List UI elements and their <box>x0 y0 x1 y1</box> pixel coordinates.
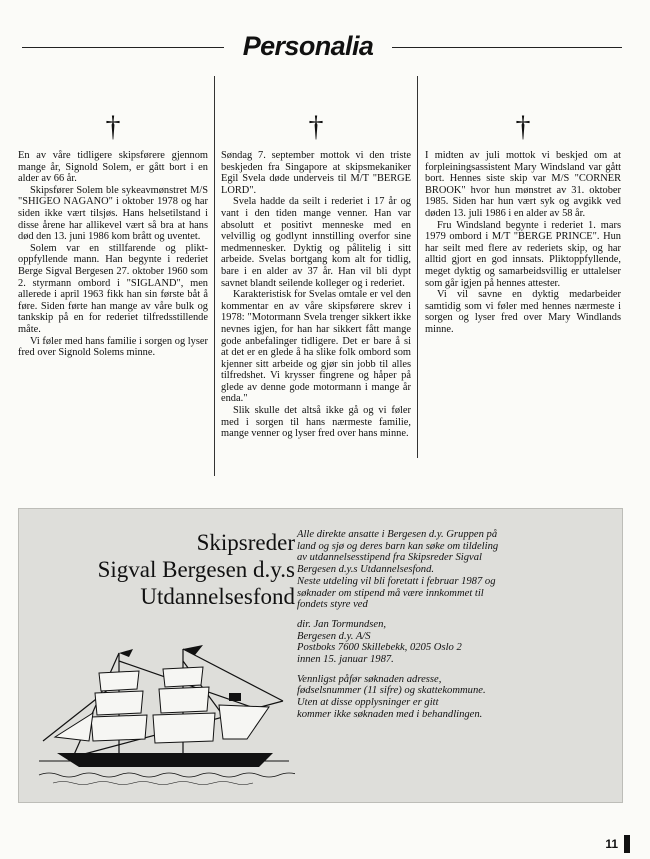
page-number: 11 <box>605 837 618 851</box>
ad-line: Postboks 7600 Skillebekk, 0205 Oslo 2 <box>297 642 462 654</box>
obituary-column-svela <box>221 110 411 440</box>
ad-line: land og sjø og deres barn kan søke om tildeling <box>297 540 499 552</box>
obituary-paragraph: Solem var en stillfarende og plikt-oppfyllende mann. Han begynte i rederiet Berge Sigval Bergesen 27. oktober 1960 som 2. styrmann ombord i "SIGLAND", men allerede i april 1963 fikk han sin første båt å føre. Siden førte han mange av våre bulk og tankskip på en for rederiet tilfredsstillende måte. <box>18 242 208 335</box>
scholarship-fund-ad <box>18 508 623 803</box>
ad-line: Bergesen d.y. A/S <box>297 630 371 642</box>
heading-rule-left <box>22 47 224 48</box>
ad-line: dir. Jan Tormundsen, <box>297 618 387 630</box>
ad-line: Bergesen d.y.s Utdannelsesfond. <box>297 564 435 576</box>
ad-line: av utdannelsesstipend fra Skipsreder Sigval <box>297 552 482 564</box>
ad-instructions-text <box>297 674 617 721</box>
page-title: Personalia <box>242 31 374 61</box>
obituary-paragraph: Vi vil savne en dyktig medarbeider samtidig som vi føler med hennes nærmeste i sorgen og lyser fred over Mary Windlands minne. <box>425 289 621 335</box>
ad-address-text <box>297 619 617 666</box>
obituary-paragraph: En av våre tidligere skipsførere gjennom mange år, Signold Solem, er gått bort i en alder av 66 år. <box>18 150 208 185</box>
ad-title <box>27 529 295 610</box>
heading-rule-right <box>392 47 622 48</box>
obituary-column-solem <box>18 110 208 359</box>
ad-body <box>297 529 617 729</box>
obituary-paragraph: Skipsfører Solem ble sykeavmønstret M/S "SHIGEO NAGANO" i oktober 1978 og har siden ikke vært tilsjøs. Hans helsetilstand i disse årene har allikevel vært så bra at hans død den 13. juni 1986 kom brått og uventet. <box>18 184 208 243</box>
column-divider-2 <box>417 76 418 458</box>
ad-line: Vennligst påfør søknaden adresse, <box>297 673 442 685</box>
ad-line: fondets styre ved <box>297 599 368 611</box>
ad-title-line: Utdannelsesfond <box>140 584 295 609</box>
page-edge-marker <box>624 835 630 853</box>
obituary-paragraph: Svela hadde da seilt i rederiet i 17 år og vant i den tiden mange venner. Han var absolutt et positivt menneske med en velvillig og godlynt innstilling overfor sine medmennesker. Dyktig og pålitelig i sitt arbeide. Svelas bortgang kom alt for tidlig, bare i en alder av 37 år. Han vil bli dypt savnet blandt seilende kolleger og i rederiet. <box>221 196 411 289</box>
obituary-paragraph: Karakteristisk for Svelas omtale er vel den kommentar en av våre skipsførere skrev i 1978: "Motormann Svela trenger sikkert ikke nevnes igjen, for han har sikkert fått mange gode anbefalinger tidligere. Det er bare å si at det er en glede å ha slike folk ombord som kjenner sitt arbeide og gjør sin jobb til alles tilfredshet. Vi krysser fingrene og håper på glede av denne gode motormann i mange år enda." <box>221 289 411 405</box>
obituary-paragraph: Søndag 7. september mottok vi den triste beskjeden fra Singapore at skipsmekaniker Egil Svela døde underveis til M/T "BERGE LORD". <box>221 150 411 196</box>
ad-line: innen 15. januar 1987. <box>297 654 394 666</box>
obituary-paragraph: Vi føler med hans familie i sorgen og lyser fred over Signold Solems minne. <box>18 335 208 359</box>
ad-line: kommer ikke søknaden med i behandlingen. <box>297 708 483 720</box>
cross-icon: † <box>515 110 531 143</box>
cross-icon: † <box>308 110 324 143</box>
ad-line: søknader om stipend må være innkommet til <box>297 587 484 599</box>
ad-eligibility-text <box>297 529 617 611</box>
cross-icon: † <box>105 110 121 143</box>
ad-title-line: Sigval Bergesen d.y.s <box>97 557 295 582</box>
ad-line: fødselsnummer (11 sifre) og skattekommune. <box>297 685 486 697</box>
obituary-column-windsland <box>425 110 621 336</box>
ad-line: Neste utdeling vil bli foretatt i februar 1987 og <box>297 575 496 587</box>
obituary-paragraph: I midten av juli mottok vi beskjed om at forpleiningsassistent Mary Windsland var gått bort. Hennes siste skip var M/S "CORNER BROOK" hvor hun mønstret av 31. oktober 1985. Siden har hun vært syk og avgikk ved døden 13. juli 1986 i en alder av 58 år. <box>425 150 621 219</box>
column-divider-1 <box>214 76 215 476</box>
ad-title-line: Skipsreder <box>196 530 295 555</box>
obituary-paragraph: Slik skulle det altså ikke gå og vi føler med i sorgen til hans nærmeste familie, mange venner og lyser fred over hans minne. <box>221 405 411 440</box>
ad-line: Alle direkte ansatte i Bergesen d.y. Gruppen på <box>297 529 498 540</box>
ad-line: Uten at disse opplysninger er gitt <box>297 697 439 709</box>
sailing-ship-icon <box>33 641 295 791</box>
obituary-paragraph: Fru Windsland begynte i rederiet 1. mars 1979 ombord i M/T "BERGE PRINCE". Hun har seilt med flere av rederiets skip, og har alltid gjort en god innsats. Pliktoppfyllende, meget dyktig og samarbeidsvillig er uttalelser som går igjen på hennes attester. <box>425 219 621 289</box>
